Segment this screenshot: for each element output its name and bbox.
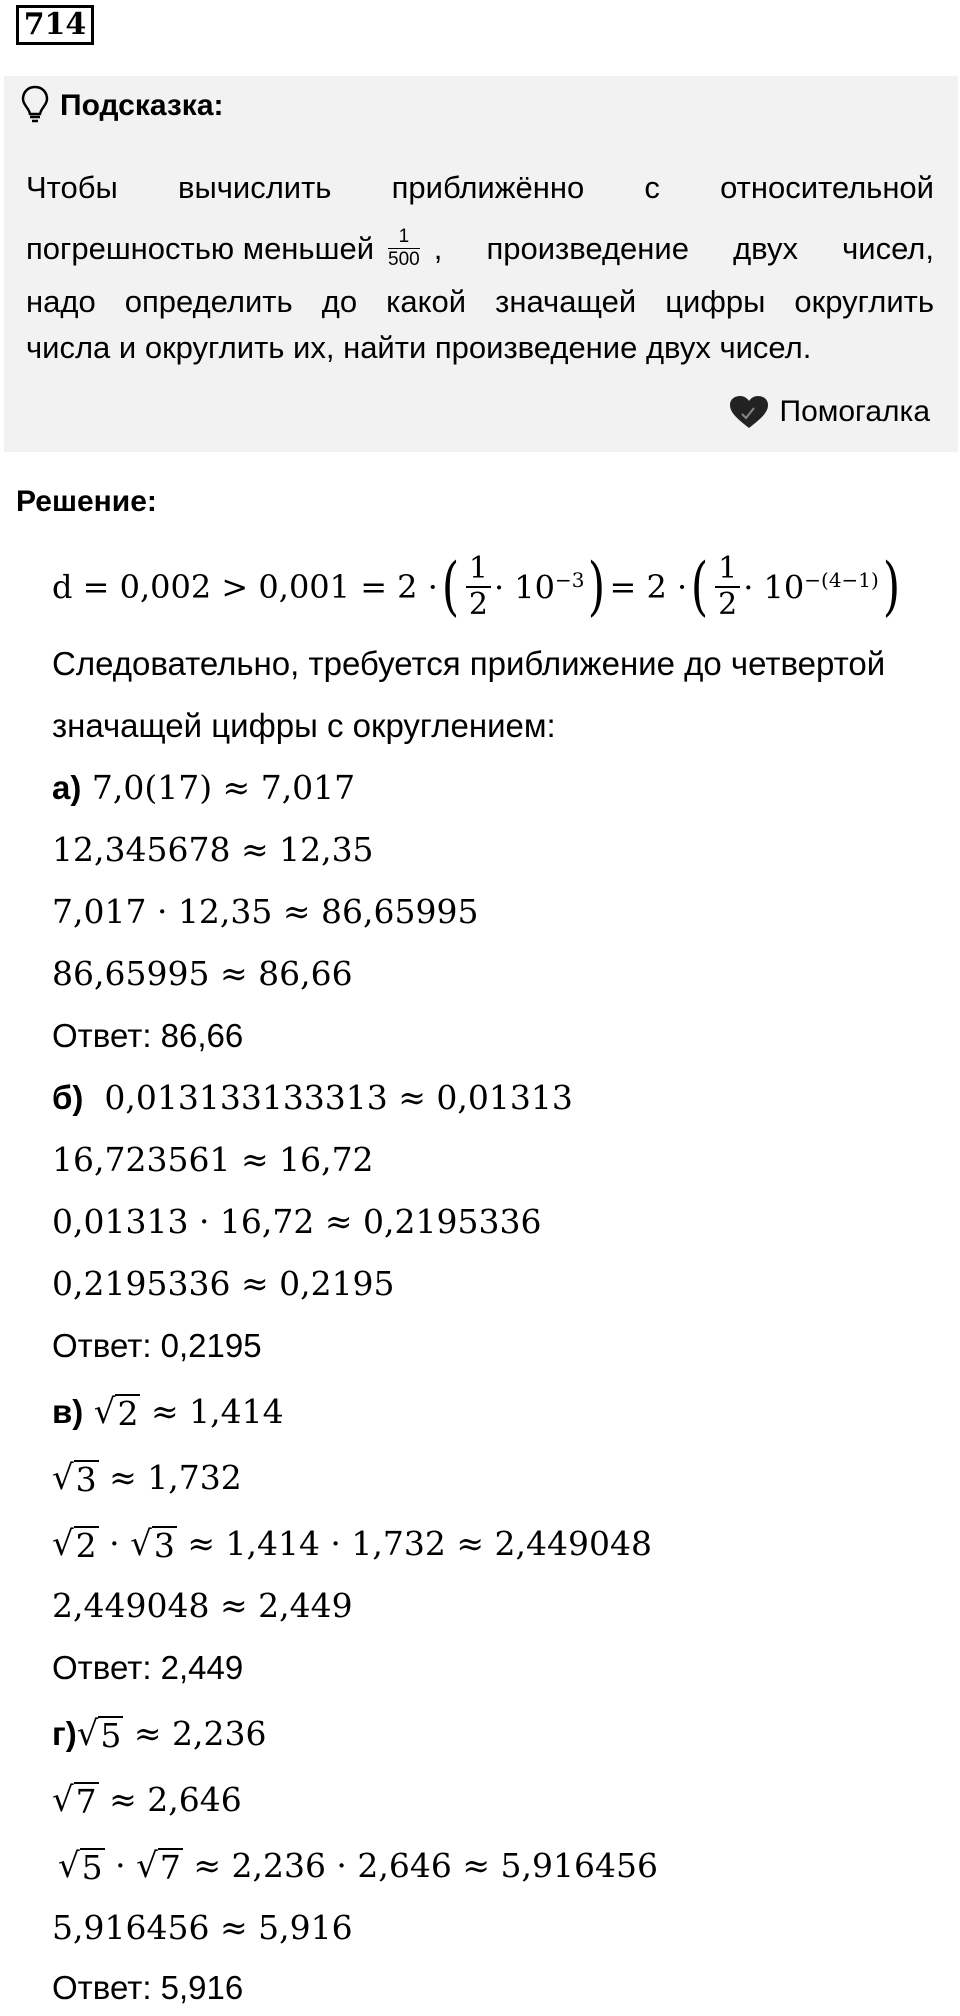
sqrt-7-radicand: 7 <box>75 1782 97 1821</box>
hint-line-3: надо определить до какой значащей цифры округлить <box>26 284 934 319</box>
problem-number: 714 <box>16 5 94 45</box>
part-c-line-4: 2,449048 ≈ 2,449 <box>52 1586 353 1625</box>
lightbulb-icon <box>20 84 50 124</box>
part-a-label: а) <box>52 769 82 806</box>
brand-label: Помогалка <box>779 395 930 428</box>
part-a-line-2: 12,345678 ≈ 12,35 <box>52 830 374 869</box>
part-b-answer: Ответ: 0,2195 <box>52 1327 262 1364</box>
part-b-line-2: 16,723561 ≈ 16,72 <box>52 1140 374 1179</box>
hint-line-2-after: , произведение двух чисел, <box>433 230 934 266</box>
part-d-label: г) <box>52 1715 77 1752</box>
sqrt-3b: √ 3 <box>130 1524 175 1565</box>
solution-title: Решение: <box>16 485 157 518</box>
half-fraction-2 <box>715 552 740 622</box>
part-d-line-2 <box>52 1778 242 1822</box>
fraction-denominator: 500 <box>388 249 420 270</box>
part-c-line-2 <box>52 1456 242 1500</box>
eq-mid: = 2 · <box>609 568 688 606</box>
eq-lhs: d = 0,002 > 0,001 = 2 · <box>52 568 438 606</box>
part-a-line-3: 7,017 · 12,35 ≈ 86,65995 <box>52 892 479 931</box>
eq-p1: · 10 <box>493 568 555 607</box>
part-d-expr-1: ≈ 2,236 <box>133 1714 267 1753</box>
part-d-line-3: √ 5 · √ 7 ≈ 2,236 · 2,646 ≈ 5,916456 <box>58 1846 658 1887</box>
solution-text-2: значащей цифры с округлением: <box>52 707 556 744</box>
part-c-expr-1: ≈ 1,414 <box>150 1392 284 1431</box>
exp-1: −3 <box>555 567 585 592</box>
pomogalka-brand <box>728 392 931 432</box>
half-num-1: 1 <box>466 552 491 588</box>
right-paren: ) <box>588 550 606 624</box>
part-b-label: б) <box>52 1079 84 1116</box>
half-num-2: 1 <box>715 552 740 588</box>
eq-p2: · 10 <box>743 568 805 607</box>
eq-power-1 <box>494 568 585 607</box>
part-b-line-4: 0,2195336 ≈ 0,2195 <box>52 1264 395 1303</box>
part-c-answer: Ответ: 2,449 <box>52 1649 244 1686</box>
part-d-line-4: 5,916456 ≈ 5,916 <box>52 1908 353 1947</box>
hint-line-2-before: погрешностью меньшей <box>26 230 375 266</box>
part-b-expr-1: 0,013133133313 ≈ 0,01313 <box>104 1078 573 1117</box>
fraction-numerator: 1 <box>388 226 420 249</box>
part-b-line-1 <box>52 1076 573 1120</box>
part-a-expr-1: 7,0(17) ≈ 7,017 <box>91 768 356 807</box>
half-den-1: 2 <box>468 587 488 622</box>
hint-title: Подсказка: <box>60 89 224 122</box>
sqrt-2-radicand: 2 <box>117 1394 139 1433</box>
sqrt-5b: √ 5 <box>58 1846 103 1887</box>
heart-icon <box>728 394 770 430</box>
part-c-line-3: √ 2 · √ 3 ≈ 1,414 · 1,732 ≈ 2,449048 <box>52 1524 652 1565</box>
part-d-line-1 <box>52 1712 267 1756</box>
sqrt-2: √ 2 <box>93 1392 139 1433</box>
sqrt-7b: √ 7 <box>136 1846 181 1887</box>
half-fraction-1 <box>466 552 491 622</box>
sqrt-2b-radicand: 2 <box>75 1526 97 1565</box>
eq-power-2 <box>743 568 879 607</box>
part-c-label: в) <box>52 1393 84 1430</box>
hint-fraction <box>388 226 420 271</box>
part-a-answer: Ответ: 86,66 <box>52 1017 244 1054</box>
left-paren-2: ( <box>690 550 709 624</box>
sqrt-5-radicand: 5 <box>100 1716 122 1755</box>
sqrt-3b-radicand: 3 <box>153 1526 175 1565</box>
hint-line-2 <box>26 226 934 271</box>
sqrt-3: √ 3 <box>52 1458 97 1499</box>
part-d-answer: Ответ: 5,916 <box>52 1969 244 2006</box>
half-den-2: 2 <box>718 587 738 622</box>
right-paren-2: ) <box>882 550 901 624</box>
sqrt-5b-radicand: 5 <box>81 1848 103 1887</box>
sqrt-3-radicand: 3 <box>75 1460 97 1499</box>
left-paren: ( <box>441 550 460 624</box>
part-c-expr-2: ≈ 1,732 <box>109 1458 242 1497</box>
part-d-expr-2: ≈ 2,646 <box>109 1780 242 1819</box>
exp-2: −(4−1) <box>804 567 879 592</box>
sqrt-5: √ 5 <box>76 1714 122 1755</box>
part-a-line-4: 86,65995 ≈ 86,66 <box>52 954 353 993</box>
sqrt-2b: √ 2 <box>52 1524 97 1565</box>
hint-line-4: числа и округлить их, найти произведение двух чисел. <box>26 330 812 365</box>
part-c-expr-3: ≈ 1,414 · 1,732 ≈ 2,449048 <box>187 1524 652 1563</box>
part-a-line-1 <box>52 766 355 810</box>
main-equation <box>52 546 904 628</box>
hint-line-1: Чтобы вычислить приближённо с относительной <box>26 170 934 205</box>
sqrt-7b-radicand: 7 <box>159 1848 181 1887</box>
part-d-expr-3: ≈ 2,236 · 2,646 ≈ 5,916456 <box>193 1846 658 1885</box>
sqrt-7: √ 7 <box>52 1780 97 1821</box>
solution-text-1: Следовательно, требуется приближение до четвертой <box>52 645 886 682</box>
part-b-line-3: 0,01313 · 16,72 ≈ 0,2195336 <box>52 1202 542 1241</box>
part-c-line-1 <box>52 1390 284 1434</box>
